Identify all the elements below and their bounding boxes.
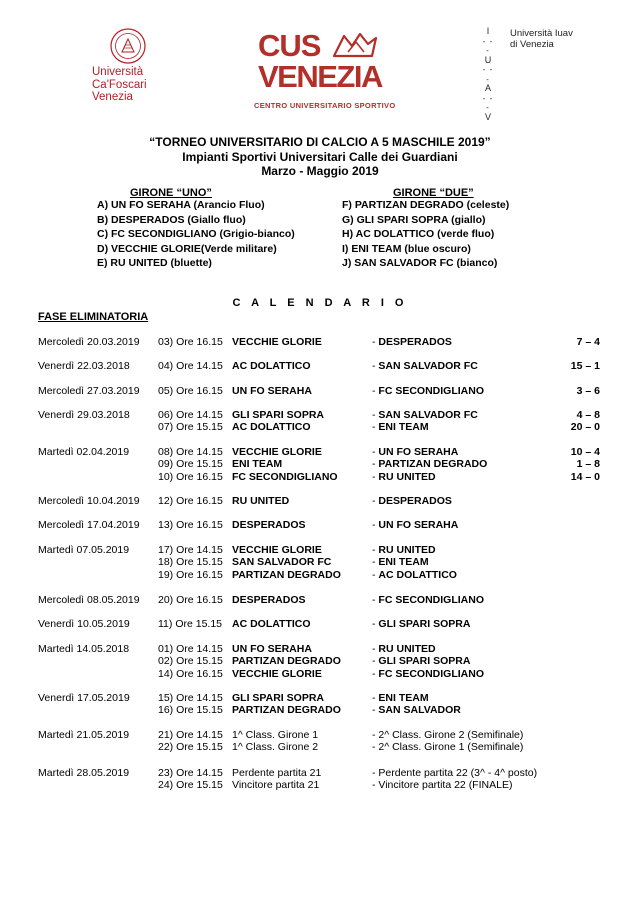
away-team: - Vincitore partita 22 (FINALE) [372,779,513,792]
match-time: 08) Ore 14.15 [158,446,223,458]
away-team: - UN FO SERAHA [372,446,459,458]
table-row [0,544,640,557]
match-time: 02) Ore 15.15 [158,655,223,668]
list-item: B) DESPERADOS (Giallo fluo) [97,213,246,226]
match-date: Martedì 07.05.2019 [38,544,130,556]
away-team: - FC SECONDIGLIANO [372,594,485,606]
away-team: - SAN SALVADOR FC [372,409,478,421]
away-team: - SAN SALVADOR [372,704,461,717]
table-row [0,409,640,422]
match-time: 01) Ore 14.15 [158,643,223,655]
table-row [0,458,640,471]
iuav-letters: I - - - U - - - A - - - V [482,26,494,122]
away-team: - GLI SPARI SOPRA [372,618,471,630]
table-row [0,692,640,705]
table-row [0,446,640,459]
match-time: 07) Ore 15.15 [158,421,223,434]
home-team: DESPERADOS [232,594,306,606]
away-team: - DESPERADOS [372,336,452,348]
match-time: 06) Ore 14.15 [158,409,223,421]
away-team: - Perdente partita 22 (3^ - 4^ posto) [372,767,538,779]
home-team: FC SECONDIGLIANO [232,470,338,483]
home-team: VECCHIE GLORIE [232,336,322,348]
match-date: Venerdì 10.05.2019 [38,618,130,630]
home-team: AC DOLATTICO [232,421,311,434]
table-row [0,741,640,754]
phase-title: FASE ELIMINATORIA [38,311,149,323]
home-team: AC DOLATTICO [232,618,311,630]
match-date: Mercoledì 08.05.2019 [38,594,140,606]
table-row [0,767,640,780]
list-item: I) ENI TEAM (blue oscuro) [342,242,471,255]
away-team: - UN FO SERAHA [372,519,459,531]
away-team: - 2^ Class. Girone 1 (Semifinale) [372,741,524,754]
away-team: - DESPERADOS [372,495,452,507]
match-time: 09) Ore 15.15 [158,458,223,471]
match-score: 1 – 8 [576,458,600,471]
home-team: UN FO SERAHA [232,385,312,397]
home-team: PARTIZAN DEGRADO [232,655,341,668]
home-team: VECCHIE GLORIE [232,667,322,680]
home-team: AC DOLATTICO [232,360,311,372]
home-team: VECCHIE GLORIE [232,446,322,458]
away-team: - FC SECONDIGLIANO [372,667,485,680]
table-row [0,594,640,607]
match-time: 18) Ore 15.15 [158,556,223,569]
match-score: 10 – 4 [570,446,600,458]
match-date: Martedì 14.05.2018 [38,643,130,655]
home-team: Vincitore partita 21 [232,779,320,792]
table-row [0,668,640,681]
home-team: RU UNITED [232,495,290,507]
match-time: 22) Ore 15.15 [158,741,223,754]
table-row [0,729,640,742]
match-date: Martedì 28.05.2019 [38,767,130,779]
home-team: PARTIZAN DEGRADO [232,568,341,581]
match-time: 15) Ore 14.15 [158,692,223,704]
ca-foscari-seal-icon [110,28,146,64]
match-time: 10) Ore 16.15 [158,470,223,483]
table-row [0,421,640,434]
list-item: F) PARTIZAN DEGRADO (celeste) [342,199,510,211]
home-team: DESPERADOS [232,519,306,531]
table-row [0,336,640,349]
group-uno-title: GIRONE “UNO” [130,187,212,199]
table-row [0,556,640,569]
away-team: - RU UNITED [372,544,436,556]
match-time: 11) Ore 15.15 [158,618,223,630]
table-row [0,471,640,484]
match-time: 14) Ore 16.15 [158,667,223,680]
match-date: Venerdì 29.03.2018 [38,409,130,421]
match-score: 4 – 8 [576,409,600,421]
match-date: Mercoledì 20.03.2019 [38,336,140,348]
home-team: GLI SPARI SOPRA [232,409,324,421]
tournament-title [0,135,640,179]
list-item: C) FC SECONDIGLIANO (Grigio-bianco) [97,228,295,241]
list-item: G) GLI SPARI SOPRA (giallo) [342,213,486,226]
title-line-3: Marzo - Maggio 2019 [261,164,379,178]
group-uno-list [97,198,295,271]
match-score: 7 – 4 [576,336,600,348]
match-time: 17) Ore 14.15 [158,544,223,556]
match-time: 21) Ore 14.15 [158,729,223,741]
table-row [0,643,640,656]
match-date: Mercoledì 17.04.2019 [38,519,140,531]
table-row [0,704,640,717]
match-time: 13) Ore 16.15 [158,519,223,531]
away-team: - PARTIZAN DEGRADO [372,458,488,471]
home-team: 1^ Class. Girone 2 [232,741,319,754]
home-team: Perdente partita 21 [232,767,322,779]
match-time: 16) Ore 15.15 [158,704,223,717]
cus-logo-bottom: VENEZIA [258,59,382,94]
home-team: PARTIZAN DEGRADO [232,704,341,717]
list-item: E) RU UNITED (bluette) [97,257,212,270]
match-time: 19) Ore 16.15 [158,568,223,581]
match-date: Venerdì 17.05.2019 [38,692,130,704]
iuav-wordmark: Università Iuav di Venezia [510,28,573,50]
match-time: 05) Ore 16.15 [158,385,223,397]
table-row [0,519,640,532]
title-line-2: Impianti Sportivi Universitari Calle dei Guardiani [182,149,458,164]
table-row [0,385,640,398]
match-time: 24) Ore 15.15 [158,779,223,792]
table-row [0,495,640,508]
list-item: A) UN FO SERAHA (Arancio Fluo) [97,199,265,211]
away-team: - SAN SALVADOR FC [372,360,478,372]
match-time: 20) Ore 16.15 [158,594,223,606]
list-item: H) AC DOLATTICO (verde fluo) [342,228,495,241]
group-due-title: GIRONE “DUE” [393,187,474,199]
cus-logo-top: CUS [258,28,321,63]
title-line-1: “TORNEO UNIVERSITARIO DI CALCIO A 5 MASCHILE 2019” [149,135,491,149]
table-row [0,655,640,668]
home-team: VECCHIE GLORIE [232,544,322,556]
table-row [0,779,640,792]
away-team: - ENI TEAM [372,421,429,434]
lion-emblem-icon [330,30,380,60]
match-date: Venerdì 22.03.2018 [38,360,130,372]
table-row [0,569,640,582]
match-score: 15 – 1 [570,360,600,372]
match-time: 12) Ore 16.15 [158,495,223,507]
match-score: 3 – 6 [576,385,600,397]
away-team: - AC DOLATTICO [372,568,457,581]
match-time: 03) Ore 16.15 [158,336,223,348]
match-date: Mercoledì 27.03.2019 [38,385,140,397]
away-team: - ENI TEAM [372,556,429,569]
away-team: - GLI SPARI SOPRA [372,655,471,668]
match-time: 04) Ore 14.15 [158,360,223,372]
table-row [0,618,640,631]
match-score: 14 – 0 [570,470,600,483]
match-time: 23) Ore 14.15 [158,767,223,779]
home-team: ENI TEAM [232,458,283,471]
home-team: GLI SPARI SOPRA [232,692,324,704]
match-date: Martedì 21.05.2019 [38,729,130,741]
list-item: J) SAN SALVADOR FC (bianco) [342,257,498,270]
table-row [0,360,640,373]
match-score: 20 – 0 [570,421,600,434]
match-date: Martedì 02.04.2019 [38,446,130,458]
away-team: - RU UNITED [372,470,436,483]
away-team: - 2^ Class. Girone 2 (Semifinale) [372,729,524,741]
list-item: D) VECCHIE GLORIE(Verde militare) [97,242,277,255]
home-team: SAN SALVADOR FC [232,556,332,569]
home-team: 1^ Class. Girone 1 [232,729,319,741]
home-team: UN FO SERAHA [232,643,312,655]
match-date: Mercoledì 10.04.2019 [38,495,140,507]
ca-foscari-wordmark: Università Ca'Foscari Venezia [92,66,147,103]
group-due-list [342,198,509,271]
away-team: - RU UNITED [372,643,436,655]
away-team: - FC SECONDIGLIANO [372,385,485,397]
away-team: - ENI TEAM [372,692,429,704]
calendar-title: C A L E N D A R I O [232,297,408,309]
cus-logo-subtitle: CENTRO UNIVERSITARIO SPORTIVO [254,101,396,110]
